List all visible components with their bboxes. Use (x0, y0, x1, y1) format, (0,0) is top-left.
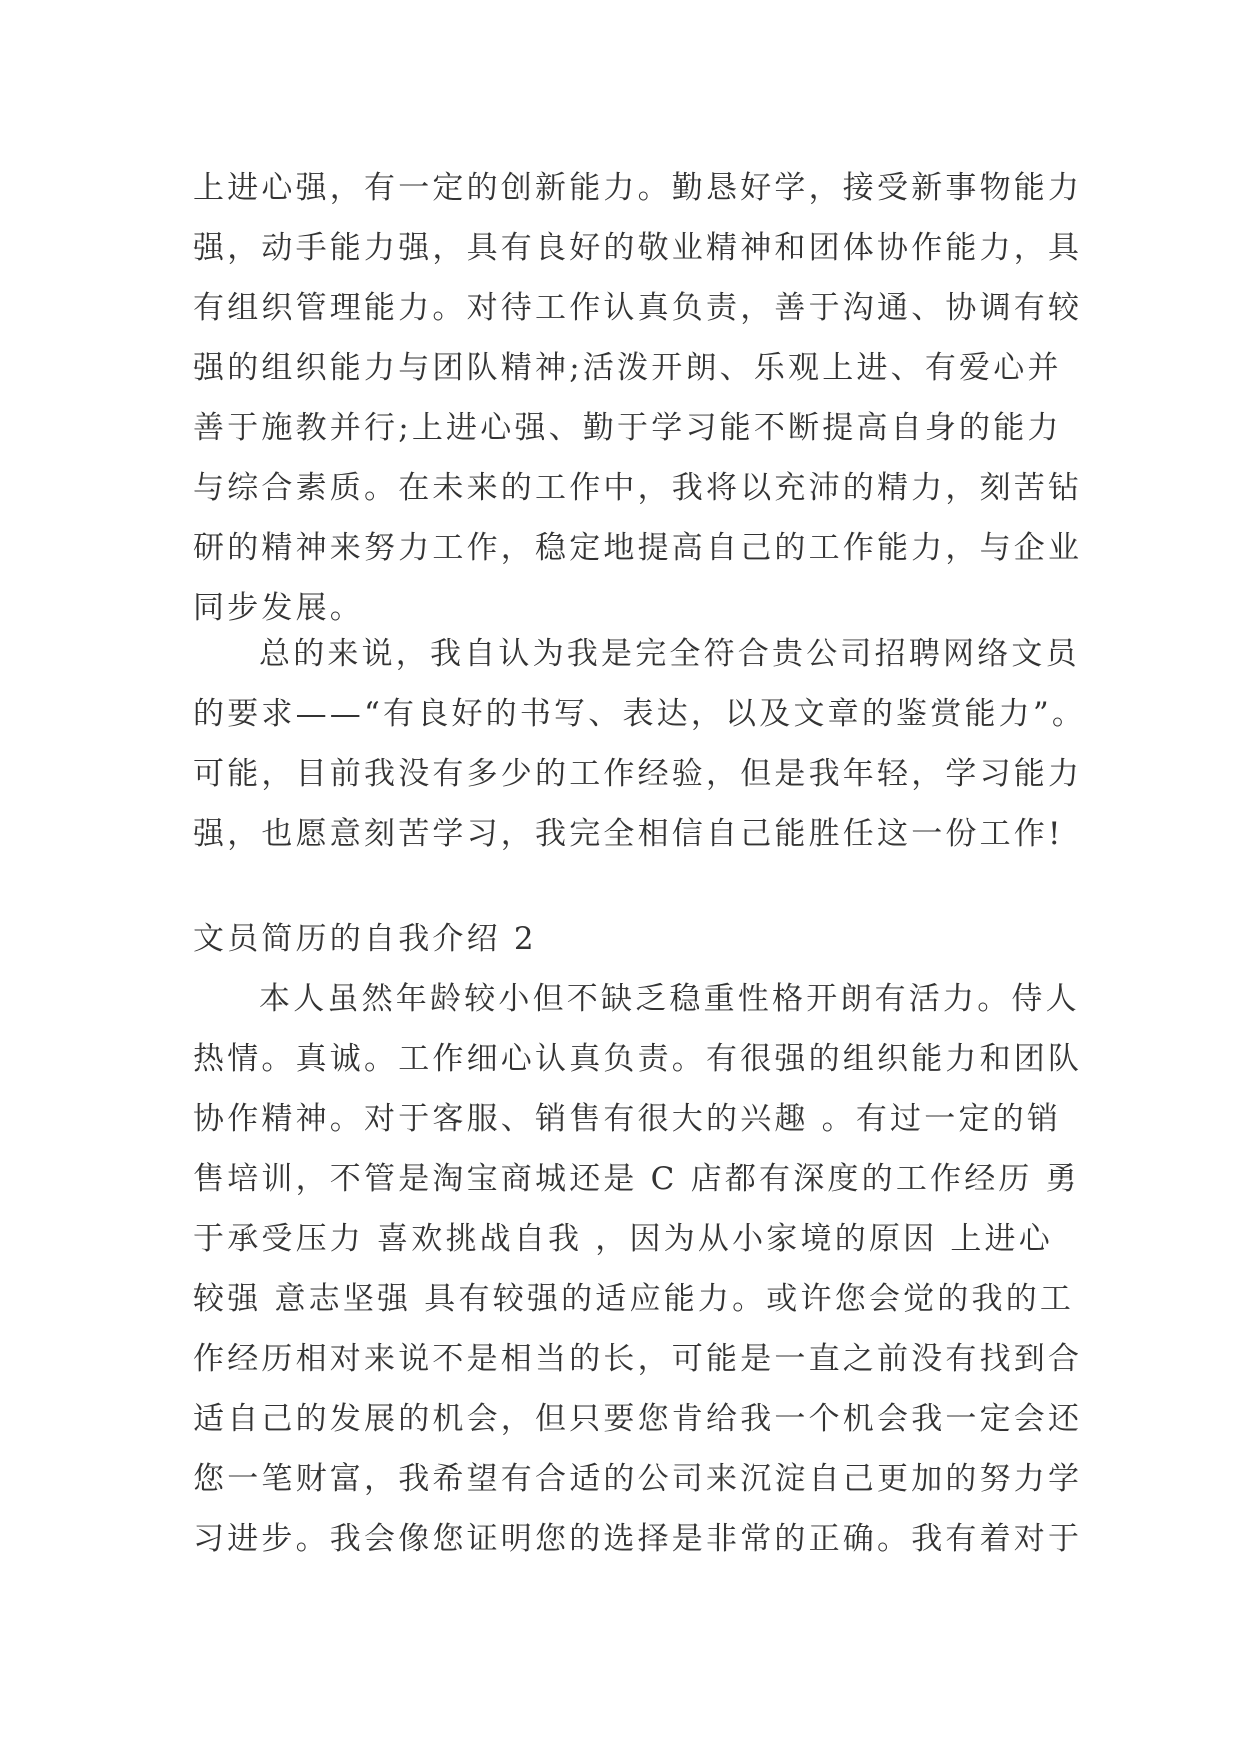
paragraph-line: 同步发展。 (193, 590, 364, 626)
paragraph-line: 可能，目前我没有多少的工作经验，但是我年轻，学习能力 (193, 756, 1083, 792)
section-heading: 文员简历的自我介绍 2 (193, 921, 537, 957)
paragraph-line: 的要求——“有良好的书写、表达，以及文章的鉴赏能力”。 (193, 696, 1087, 732)
paragraph-line: 研的精神来努力工作，稳定地提高自己的工作能力，与企业 (193, 530, 1083, 566)
paragraph-line: 有组织管理能力。对待工作认真负责，善于沟通、协调有较 (193, 290, 1083, 326)
paragraph-line: 您一笔财富，我希望有合适的公司来沉淀自己更加的努力学 (193, 1461, 1083, 1497)
paragraph-1 (193, 158, 1083, 638)
paragraph-2 (193, 624, 1087, 864)
paragraph-line: 较强 意志坚强 具有较强的适应能力。或许您会觉的我的工 (193, 1281, 1075, 1317)
paragraph-line: 强，动手能力强，具有良好的敬业精神和团体协作能力，具 (193, 230, 1083, 266)
paragraph-line: 善于施教并行;上进心强、勤于学习能不断提高自身的能力 (193, 410, 1062, 446)
paragraph-line: 协作精神。对于客服、销售有很大的兴趣 。有过一定的销 (193, 1101, 1062, 1137)
paragraph-line: 于承受压力 喜欢挑战自我 ，因为从小家境的原因 上进心 (193, 1221, 1053, 1257)
paragraph-line: 上进心强，有一定的创新能力。勤恳好学，接受新事物能力 (193, 170, 1083, 206)
paragraph-line: 作经历相对来说不是相当的长，可能是一直之前没有找到合 (193, 1341, 1083, 1377)
paragraph-line: 强，也愿意刻苦学习，我完全相信自己能胜任这一份工作! (193, 816, 1064, 852)
paragraph-line: 强的组织能力与团队精神;活泼开朗、乐观上进、有爱心并 (193, 350, 1062, 386)
paragraph-line: 热情。真诚。工作细心认真负责。有很强的组织能力和团队 (193, 1041, 1083, 1077)
paragraph-line: 习进步。我会像您证明您的选择是非常的正确。我有着对于 (193, 1521, 1083, 1557)
paragraph-line: 售培训，不管是淘宝商城还是 C 店都有深度的工作经历 勇 (193, 1161, 1080, 1197)
paragraph-line: 本人虽然年龄较小但不缺乏稳重性格开朗有活力。侍人 (259, 981, 1080, 1017)
paragraph-line: 与综合素质。在未来的工作中，我将以充沛的精力，刻苦钻 (193, 470, 1083, 506)
paragraph-line: 适自己的发展的机会，但只要您肯给我一个机会我一定会还 (193, 1401, 1083, 1437)
paragraph-3 (193, 969, 1083, 1569)
paragraph-line: 总的来说，我自认为我是完全符合贵公司招聘网络文员 (259, 636, 1080, 672)
